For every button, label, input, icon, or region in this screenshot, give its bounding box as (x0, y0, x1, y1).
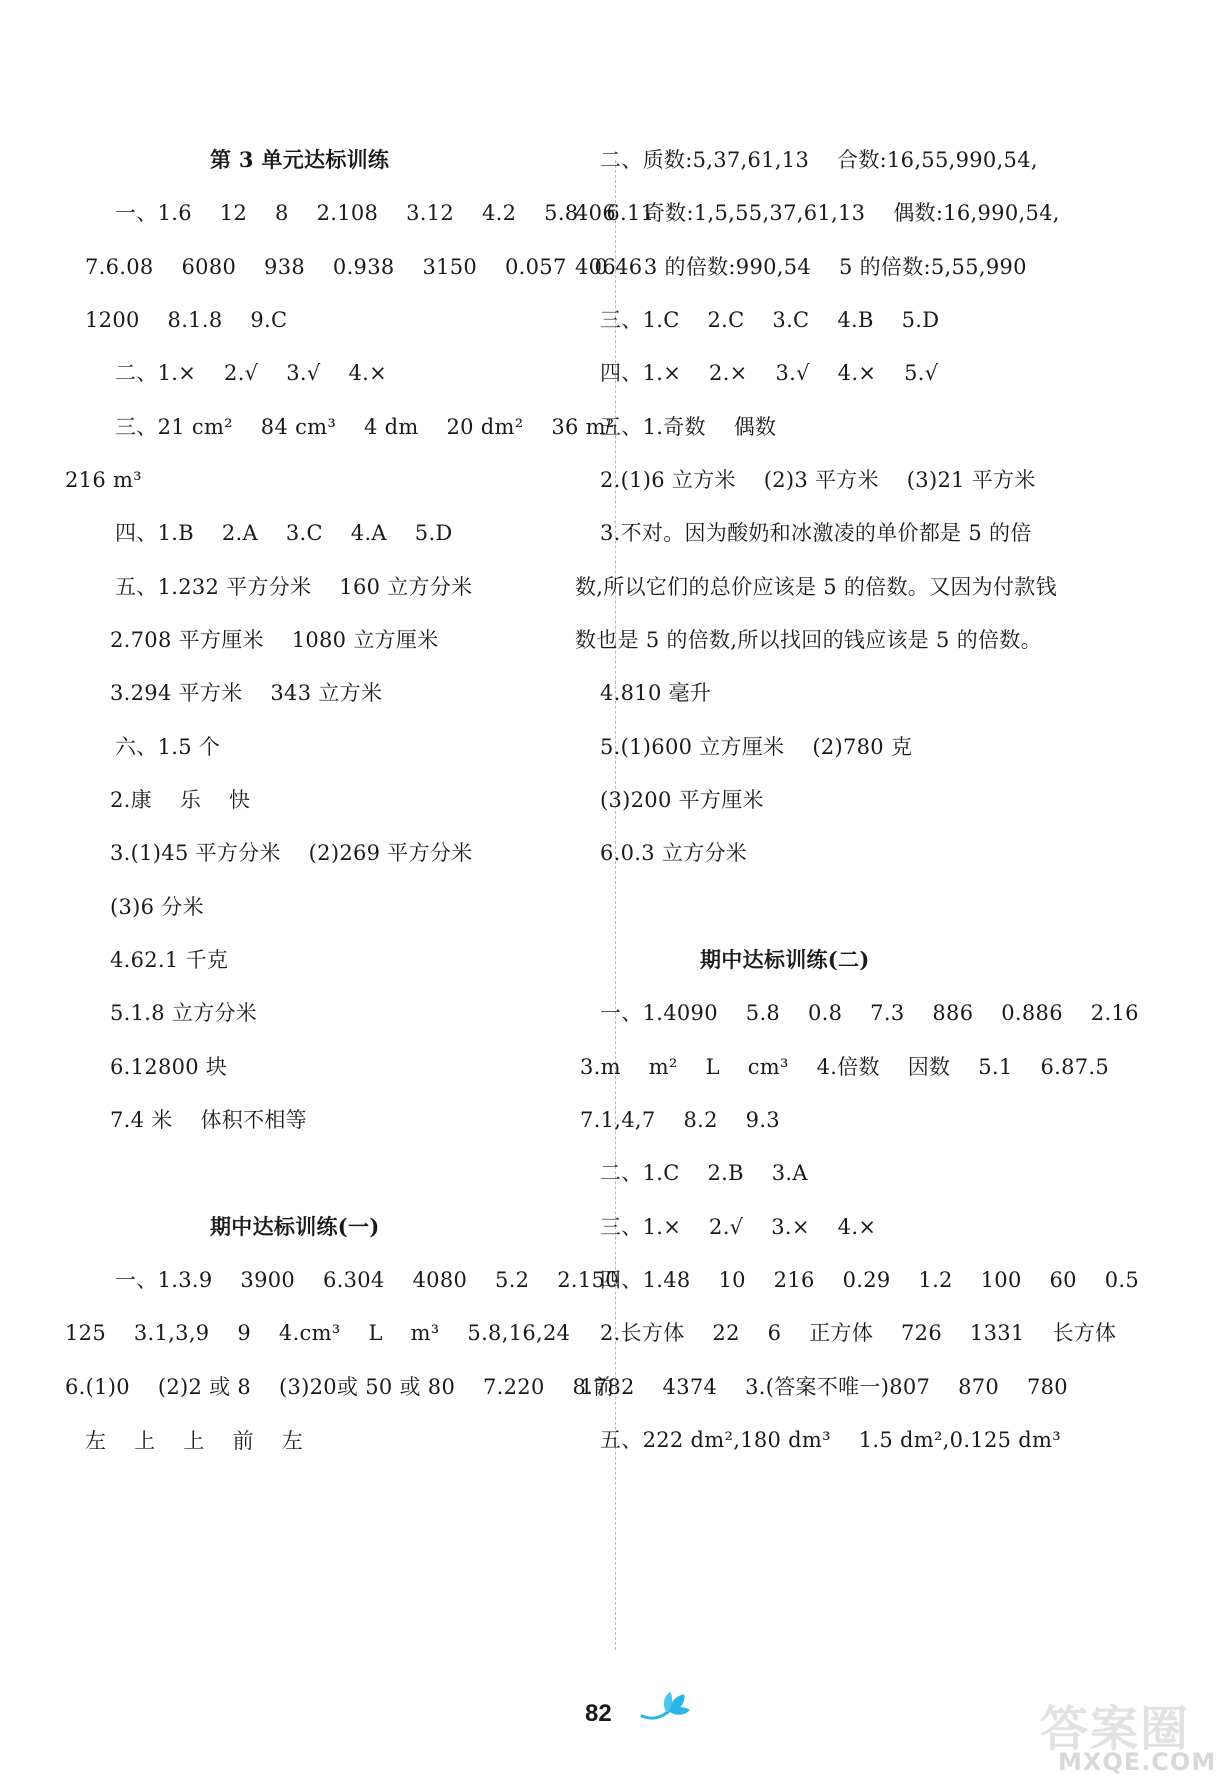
right-answer-line: 6.0.3 立方分米 (600, 841, 748, 865)
right-answer-line: 二、质数:5,37,61,13 合数:16,55,990,54, (600, 148, 1038, 172)
left-answer-line: 三、21 cm² 84 cm³ 4 dm 20 dm² 36 m² (115, 415, 615, 439)
right-answer-line: (3)200 平方厘米 (600, 788, 764, 812)
left-answer-line: 六、1.5 个 (115, 735, 221, 759)
right-section-heading: 期中达标训练(二) (700, 947, 870, 972)
right-answer-line: 2.(1)6 立方米 (2)3 平方米 (3)21 平方米 (600, 468, 1036, 492)
watermark-url: MXQE.COM (1058, 1748, 1217, 1776)
right-answer-line: 2.长方体 22 6 正方体 726 1331 长方体 (600, 1321, 1117, 1345)
right-answer-line: 四、1.× 2.× 3.√ 4.× 5.√ (600, 361, 939, 385)
right-answer-line: 数也是 5 的倍数,所以找回的钱应该是 5 的倍数。 (575, 628, 1042, 652)
left-answer-line: 3.294 平方米 343 立方米 (110, 681, 383, 705)
page-number: 82 (585, 1700, 612, 1727)
left-answer-line: 7.4 米 体积不相等 (110, 1108, 307, 1132)
left-answer-line: 5.1.8 立方分米 (110, 1001, 258, 1025)
right-answer-line: 数,所以它们的总价应该是 5 的倍数。又因为付款钱 (575, 575, 1057, 599)
right-answer-line: 7.1,4,7 8.2 9.3 (580, 1108, 780, 1132)
left-answer-line: 4.62.1 千克 (110, 948, 229, 972)
right-answer-line: 1782 4374 3.(答案不唯一)807 870 780 (580, 1375, 1068, 1399)
right-answer-line: 3.不对。因为酸奶和冰激凌的单价都是 5 的倍 (600, 521, 1032, 545)
right-answer-line: 五、1.奇数 偶数 (600, 415, 777, 439)
left-section-heading: 期中达标训练(一) (210, 1214, 380, 1239)
right-answer-line: 四、1.48 10 216 0.29 1.2 100 60 0.5 (600, 1268, 1140, 1292)
left-answer-line: 1200 8.1.8 9.C (85, 308, 288, 332)
right-answer-line: 五、222 dm²,180 dm³ 1.5 dm²,0.125 dm³ (600, 1428, 1061, 1452)
right-answer-line: 406 3 的倍数:990,54 5 的倍数:5,55,990 (575, 255, 1027, 279)
left-answer-line: 一、1.6 12 8 2.108 3.12 4.2 5.8 6.11 (115, 201, 655, 225)
left-answer-line: 3.(1)45 平方分米 (2)269 平方分米 (110, 841, 473, 865)
left-answer-line: 6.12800 块 (110, 1055, 228, 1079)
right-answer-line: 3.m m² L cm³ 4.倍数 因数 5.1 6.87.5 (580, 1055, 1110, 1079)
right-answer-line: 二、1.C 2.B 3.A (600, 1161, 808, 1185)
right-answer-line: 三、1.C 2.C 3.C 4.B 5.D (600, 308, 940, 332)
left-answer-line: 五、1.232 平方分米 160 立方分米 (115, 575, 473, 599)
left-answer-line: 216 m³ (65, 468, 142, 492)
right-answer-line: 一、1.4090 5.8 0.8 7.3 886 0.886 2.16 (600, 1001, 1139, 1025)
left-answer-line: 7.6.08 6080 938 0.938 3150 0.057 0.46 (85, 255, 643, 279)
right-answer-line: 5.(1)600 立方厘米 (2)780 克 (600, 735, 913, 759)
right-answer-line: 三、1.× 2.√ 3.× 4.× (600, 1215, 877, 1239)
left-answer-line: 2.708 平方厘米 1080 立方厘米 (110, 628, 439, 652)
left-answer-line: 125 3.1,3,9 9 4.cm³ L m³ 5.8,16,24 (65, 1321, 571, 1345)
left-answer-line: 一、1.3.9 3900 6.304 4080 5.2 2.150 (115, 1268, 619, 1292)
flower-icon (640, 1690, 692, 1724)
right-answer-line: 4.810 毫升 (600, 681, 712, 705)
left-answer-line: 2.康 乐 快 (110, 788, 251, 812)
left-answer-line: (3)6 分米 (110, 895, 204, 919)
left-section-heading: 第 3 单元达标训练 (210, 147, 390, 172)
right-answer-line: 406 奇数:1,5,55,37,61,13 偶数:16,990,54, (575, 201, 1060, 225)
left-answer-line: 6.(1)0 (2)2 或 8 (3)20或 50 或 80 7.220 8.前 (65, 1375, 615, 1399)
watermark-logo: 答案圈 (1040, 1701, 1191, 1757)
left-answer-line: 四、1.B 2.A 3.C 4.A 5.D (115, 521, 453, 545)
left-answer-line: 左 上 上 前 左 (85, 1429, 304, 1453)
left-answer-line: 二、1.× 2.√ 3.√ 4.× (115, 361, 388, 385)
